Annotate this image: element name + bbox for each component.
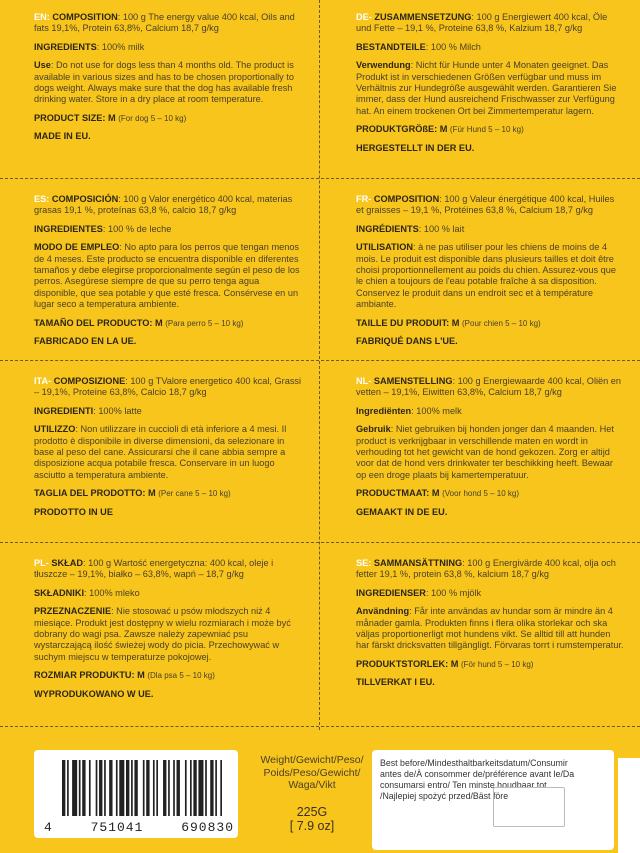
- best-before-box: [372, 750, 614, 850]
- barcode-bar: [210, 760, 213, 816]
- barcode-bar: [156, 760, 158, 816]
- composition-label: COMPOSIZIONE: [53, 376, 126, 386]
- barcode-bar: [89, 760, 91, 816]
- usage-text: : à ne pas utiliser pour les chiens de moins de 4 mois. Le produit est disponible dans plusieurs tailles et doit être choisi proportionnellement au poids du chien. Assurez-vous que le chien a toujours de l'eau potable fraîche à sa disposition. Conservez le produit dans un endroit sec et à température ambiante.: [356, 242, 616, 310]
- composition-label: COMPOSITION: [52, 12, 118, 22]
- ingredients-line: [356, 42, 624, 53]
- language-panel: [322, 182, 638, 358]
- language-panel: [0, 546, 316, 722]
- language-panel: [0, 182, 316, 358]
- language-panel: [322, 364, 638, 540]
- usage-text: : Non utilizzare in cuccioli di età inferiore a 4 mesi. Il prodotto è disponibile in diverse dimensioni, da selezionare in base al peso del cane. Assicurarsi che il cane abbia sempre a disposizione acqua potabile fresca. Conservare in un luogo asciutto a temperatura ambiente.: [34, 424, 287, 480]
- barcode-bar: [99, 760, 102, 816]
- product-size-value: : M: [149, 317, 163, 328]
- composition-text: : 100 g Energivärde 400 kcal, olja och fetter 19,1 %, protein 63,8 %, kalcium 18,7 g/kg: [356, 558, 616, 580]
- ingredients-text: : 100% mleko: [84, 587, 140, 598]
- ingredients-text: : 100 % Milch: [425, 41, 481, 52]
- product-size-note: (Per cane 5 – 10 kg): [158, 489, 231, 499]
- usage-line: [34, 606, 302, 663]
- ingredients-label: INGREDIENTI: [34, 405, 94, 416]
- ingredients-label: INGREDIENTS: [34, 41, 97, 52]
- product-size-note: (Dla psa 5 – 10 kg): [147, 671, 215, 681]
- ingredients-label: BESTANDTEILE: [356, 41, 426, 52]
- barcode-digits-left: 751041: [90, 820, 144, 835]
- composition-label: ZUSAMMENSETZUNG: [374, 12, 472, 22]
- product-size-label: TAILLE DU PRODUIT: [356, 317, 447, 328]
- language-code: ES:: [34, 194, 50, 204]
- usage-label: Användning: [356, 606, 410, 617]
- barcode-box: [34, 750, 238, 838]
- barcode-bar: [220, 760, 222, 816]
- net-weight-grams: 225G: [296, 805, 328, 819]
- product-size-note: (Voor hond 5 – 10 kg): [442, 489, 520, 499]
- composition-text: : 100 g Energiewaarde 400 kcal, Oliën en vetten – 19,1%, Eiwitten 63,8%, Calcium 18,7 g/kg: [356, 376, 622, 398]
- language-code: FR-: [356, 194, 372, 204]
- ingredients-text: : 100 % mjölk: [425, 587, 482, 598]
- best-before-date-field: [493, 787, 565, 827]
- barcode-bar: [163, 760, 166, 816]
- barcode-digits-right: 690830: [181, 820, 234, 835]
- composition-label: COMPOSITION: [373, 194, 440, 204]
- usage-line: [34, 424, 302, 481]
- ingredients-line: [34, 406, 302, 417]
- barcode-bar: [109, 760, 112, 816]
- composition-text: : 100 g Valeur énergétique 400 kcal, Huiles et graisses – 19,1 %, Protéines 63,8 %, Calcium 18,7 g/kg: [356, 194, 615, 216]
- language-code: DE-: [356, 12, 372, 22]
- product-size-line: [356, 488, 624, 499]
- composition-label: SAMENSTELLING: [373, 376, 453, 386]
- label-footer: [0, 730, 640, 853]
- product-size-value: : M: [131, 670, 145, 681]
- barcode-bar: [131, 760, 133, 816]
- barcode-bar: [82, 760, 85, 816]
- composition-text: : 100 g TValore energetico 400 kcal, Grassi – 19,1%, Proteine 63,8%, Calcio 18,7 g/kg: [34, 376, 302, 398]
- composition-label: SAMMANSÄTTNING: [373, 558, 463, 568]
- ingredients-line: [34, 588, 302, 599]
- product-size-line: [34, 318, 302, 329]
- barcode-bar: [215, 760, 217, 816]
- barcode-bar: [173, 760, 175, 816]
- usage-label: UTILISATION: [356, 242, 413, 253]
- ingredients-label: INGREDIENSER: [356, 587, 426, 598]
- usage-line: [356, 424, 624, 481]
- barcode-bar: [146, 760, 149, 816]
- ingredients-line: [356, 224, 624, 235]
- barcode-bar: [185, 760, 187, 816]
- usage-label: Use: [34, 60, 51, 71]
- horizontal-cut-line: [0, 542, 640, 543]
- ingredients-label: INGRÉDIENTS: [356, 223, 419, 234]
- ingredients-text: : 100% melk: [411, 405, 462, 416]
- composition-text: : 100 g Wartość energetyczna: 400 kcal, oleje i tłuszcze – 19,1%, białko – 63,8%, wapń – 18,7 g/kg: [34, 558, 274, 580]
- ingredients-text: : 100% latte: [93, 405, 142, 416]
- barcode-bar: [72, 760, 77, 816]
- product-size-value: : M: [426, 488, 440, 499]
- edge-tab: [618, 758, 640, 853]
- language-code: NL-: [356, 376, 372, 386]
- usage-label: Verwendung: [356, 60, 411, 71]
- barcode-bar: [177, 760, 180, 816]
- product-size-note: (För hund 5 – 10 kg): [460, 659, 534, 669]
- best-before-text: Best before/Mindesthaltbarkeitsdatum/Consumir antes de/À consommer de/préférence avant le/Da consumarsi entro/ Ten minste houdbaar tot /Najlepiej spożyć przed/Bäst före: [380, 758, 575, 801]
- barcode-digits: [44, 820, 234, 835]
- usage-text: : No apto para los perros que tengan menos de 4 meses. Este producto se encuentra disponible en diferentes tamaños y debe elegirse proporcionalmente según el peso de los perros. Asegúrese siempre de que su perro tenga agua disponible, que sea potable y que esté fresca. Consérvese en un lugar seco a temperatura ambiente.: [34, 242, 300, 310]
- ingredients-text: : 100 % de leche: [102, 223, 172, 234]
- language-code: PL-: [34, 558, 49, 568]
- product-size-label: TAGLIA DEL PRODOTTO: [34, 488, 143, 499]
- barcode-icon: [62, 760, 222, 816]
- made-in-line: PRODOTTO IN UE: [34, 506, 113, 517]
- language-panel: [322, 0, 638, 176]
- usage-label: PRZEZNACZENIE: [34, 606, 112, 617]
- made-in-line: FABRICADO EN LA UE.: [34, 336, 137, 347]
- ingredients-line: [34, 224, 302, 235]
- product-size-value: : M: [102, 112, 116, 123]
- barcode-bar: [116, 760, 118, 816]
- ingredients-text: : 100 % lait: [418, 223, 465, 234]
- composition-line: [34, 12, 302, 35]
- ingredients-label: Ingrediënten: [356, 405, 412, 416]
- composition-line: [356, 194, 624, 217]
- product-size-line: [356, 124, 624, 135]
- ingredients-line: [34, 42, 302, 53]
- usage-text: : Nicht für Hunde unter 4 Monaten geeignet. Das Produkt ist in verschiedenen Größen verfügbar und muss im Verhältnis zur Hundegröße ausgewählt werden. Garantieren Sie immer, dass der Hund ausreichend Frischwasser zur Verfügung hat. An einem trockenen Ort bei Zimmertemperatur lagern.: [356, 60, 617, 116]
- barcode-bar: [153, 760, 155, 816]
- barcode-bar: [62, 760, 65, 816]
- language-panel: [322, 546, 638, 722]
- usage-line: [34, 60, 302, 106]
- usage-text: : Do not use for dogs less than 4 months old. The product is available in various sizes and has to be chosen proportionally to dogs weight. Always make sure that the dog has available fresh drinking water. Store in a dry place at room temperature.: [34, 60, 294, 105]
- product-size-label: PRODUCTMAAT: [356, 488, 427, 499]
- horizontal-cut-line: [0, 178, 640, 179]
- product-size-label: PRODUKTSTORLEK: [356, 658, 446, 669]
- usage-text: : Får inte användas av hundar som är mindre än 4 månader gamla. Produkten finns i flera olika storlekar och ska väljas proportionerligt mot hundens vikt. Se alltid till att hunden har färskt dricksvatten tillgängligt. Förvaras torrt i rumstemperatur.: [356, 606, 624, 651]
- usage-text: : Nie stosować u psów młodszych niż 4 miesiące. Produkt jest dostępny w wielu rozmiarach i może być dobrany do wagi psa. Zawsze należy zapewniać psu wystarczającą ilość świeżej wody do picia. Przechowywać w suchym miejscu w temperaturze pokojowej.: [34, 606, 291, 662]
- usage-line: [34, 242, 302, 310]
- product-size-line: [356, 318, 624, 329]
- composition-line: [34, 376, 302, 399]
- barcode-bar: [67, 760, 69, 816]
- product-size-line: [34, 488, 302, 499]
- composition-line: [356, 12, 624, 35]
- vertical-cut-line: [319, 0, 320, 730]
- barcode-bar: [205, 760, 207, 816]
- usage-text: : Niet gebruiken bij honden jonger dan 4 maanden. Het product is verkrijgbaar in verschillende maten en wordt in verhouding tot het gewicht van de hond gekozen. Zorg er altijd voor dat de hond vers drinkwater ter beschikking heeft. Bewaar op een droge plaats bij kamertemperatuur.: [356, 424, 614, 480]
- product-size-value: : M: [445, 658, 459, 669]
- ingredients-text: : 100% milk: [96, 41, 145, 52]
- net-weight-ounces: [ 7.9 oz]: [289, 819, 335, 833]
- barcode-bar: [134, 760, 137, 816]
- usage-line: [356, 242, 624, 310]
- usage-label: Gebruik: [356, 424, 391, 435]
- horizontal-cut-line: [0, 360, 640, 361]
- product-size-note: (Für Hund 5 – 10 kg): [449, 125, 524, 135]
- language-code: SE:: [356, 558, 372, 568]
- barcode-bar: [96, 760, 98, 816]
- product-size-line: [356, 659, 624, 670]
- language-code: ITA-: [34, 376, 52, 386]
- product-size-label: PRODUKTGRÖßE: [356, 124, 435, 135]
- product-size-note: (Para perro 5 – 10 kg): [165, 318, 244, 328]
- product-size-value: : M: [142, 488, 156, 499]
- made-in-line: HERGESTELLT IN DER EU.: [356, 142, 475, 153]
- barcode-bar: [193, 760, 196, 816]
- ingredients-label: SKŁADNIKI: [34, 587, 85, 598]
- barcode-bar: [79, 760, 81, 816]
- composition-line: [356, 558, 624, 581]
- made-in-line: TILLVERKAT I EU.: [356, 677, 435, 688]
- language-code: EN:: [34, 12, 50, 22]
- barcode-bar: [104, 760, 106, 816]
- product-size-label: PRODUCT SIZE: [34, 112, 103, 123]
- barcode-bar: [143, 760, 145, 816]
- made-in-line: FABRIQUÉ DANS L'UE.: [356, 336, 458, 347]
- composition-line: [356, 376, 624, 399]
- composition-text: : 100 g Energiewert 400 kcal, Öle und Fette – 19,1 %, Proteine 63,8 %, Kalzium 18,7 g/kg: [356, 12, 608, 34]
- product-size-line: [34, 670, 302, 681]
- usage-label: UTILIZZO: [34, 424, 76, 435]
- composition-text: : 100 g The energy value 400 kcal, Oils and fats 19,1%, Protein 63,8%, Calcium 18,7 g/kg: [34, 12, 295, 34]
- barcode-bar: [126, 760, 129, 816]
- net-weight: [256, 805, 368, 833]
- barcode-bar: [168, 760, 170, 816]
- usage-line: [356, 606, 624, 652]
- product-size-label: ROZMIAR PRODUKTU: [34, 670, 132, 681]
- ingredients-line: [356, 406, 624, 417]
- horizontal-cut-line: [0, 726, 640, 727]
- product-size-note: (For dog 5 – 10 kg): [118, 113, 187, 123]
- barcode-bar: [190, 760, 192, 816]
- barcode-bar: [119, 760, 124, 816]
- composition-label: SKŁAD: [51, 558, 84, 568]
- made-in-line: MADE IN EU.: [34, 131, 91, 142]
- product-size-line: [34, 113, 302, 124]
- barcode-bar: [198, 760, 203, 816]
- made-in-line: GEMAAKT IN DE EU.: [356, 506, 448, 517]
- product-size-label: TAMAÑO DEL PRODUCTO: [34, 317, 150, 328]
- weight-label: Weight/Gewicht/Peso/ Poids/Peso/Gewicht/ Waga/Vikt: [260, 754, 364, 791]
- product-size-note: (Pour chien 5 – 10 kg): [462, 318, 541, 328]
- ingredients-label: INGREDIENTES: [34, 223, 103, 234]
- usage-label: MODO DE EMPLEO: [34, 242, 120, 253]
- composition-label: COMPOSICIÓN: [51, 194, 119, 204]
- composition-line: [34, 194, 302, 217]
- language-panel: [0, 364, 316, 540]
- usage-line: [356, 60, 624, 117]
- ingredients-line: [356, 588, 624, 599]
- barcode-digit-lead: 4: [44, 820, 53, 835]
- language-panel: [0, 0, 316, 176]
- product-size-value: : M: [446, 317, 460, 328]
- product-size-value: : M: [434, 124, 448, 135]
- made-in-line: WYPRODUKOWANO W UE.: [34, 688, 154, 699]
- composition-text: : 100 g Valor energético 400 kcal, materias grasas 19,1 %, proteínas 63,8 %, calcio 18,7 g/kg: [34, 194, 293, 216]
- composition-line: [34, 558, 302, 581]
